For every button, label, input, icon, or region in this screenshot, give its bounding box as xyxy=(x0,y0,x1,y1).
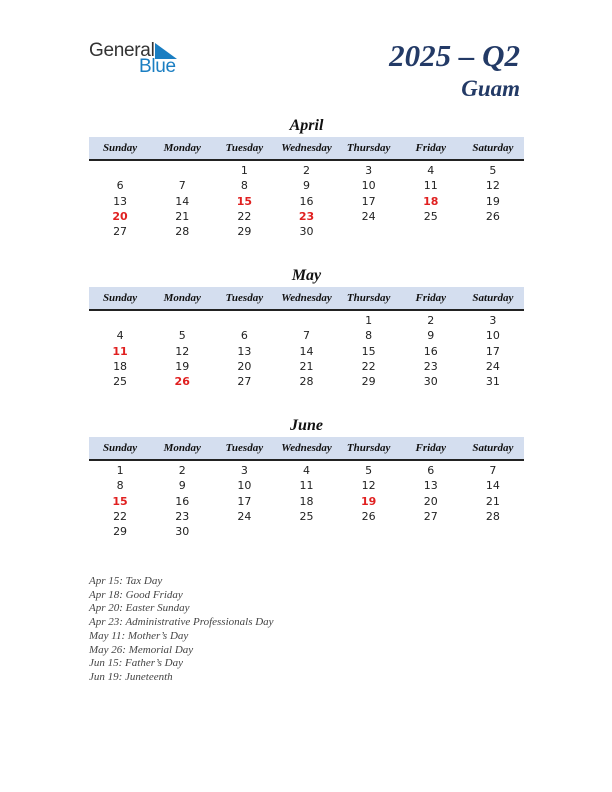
day-cell: 25 xyxy=(423,209,438,223)
day-cell: 11 xyxy=(423,179,438,193)
day-cell: 30 xyxy=(299,225,314,239)
weekday-label: Saturday xyxy=(472,142,514,154)
day-cell: 13 xyxy=(423,479,438,493)
holiday-note: May 26: Memorial Day xyxy=(89,643,194,656)
day-cell: 1 xyxy=(240,164,248,177)
day-cell-holiday: 19 xyxy=(360,494,377,508)
day-cell: 24 xyxy=(237,509,252,523)
weekday-label: Monday xyxy=(163,142,201,154)
day-cell: 3 xyxy=(240,464,248,477)
day-cell: 21 xyxy=(485,494,500,508)
weekday-label: Tuesday xyxy=(225,442,264,454)
day-cell: 4 xyxy=(116,329,124,343)
month-may xyxy=(89,266,524,389)
day-cell: 5 xyxy=(365,464,373,477)
day-cell: 3 xyxy=(489,314,497,327)
holiday-note: Apr 18: Good Friday xyxy=(89,588,183,601)
day-cell: 14 xyxy=(175,194,190,208)
day-cell-empty xyxy=(89,163,151,178)
weekday-header xyxy=(89,137,524,161)
day-cell: 7 xyxy=(302,329,310,343)
day-cell: 26 xyxy=(485,209,500,223)
day-cell: 14 xyxy=(299,344,314,358)
day-cell: 26 xyxy=(361,509,376,523)
day-cell: 25 xyxy=(113,375,128,389)
day-cell: 24 xyxy=(485,359,500,373)
weekday-label: Thursday xyxy=(346,292,391,304)
day-cell: 3 xyxy=(365,164,373,177)
day-cell: 16 xyxy=(423,344,438,358)
day-cell: 5 xyxy=(489,164,497,177)
day-cell: 9 xyxy=(302,179,310,193)
day-cell: 21 xyxy=(175,209,190,223)
day-cell: 14 xyxy=(485,479,500,493)
month-title: April xyxy=(289,117,324,134)
day-cell: 27 xyxy=(113,225,128,239)
weekday-label: Friday xyxy=(415,142,447,154)
weekday-label: Saturday xyxy=(472,292,514,304)
day-cell: 28 xyxy=(299,375,314,389)
weekday-label: Friday xyxy=(415,292,447,304)
page-title: 2025 – Q2 xyxy=(389,38,520,73)
day-cell: 16 xyxy=(175,494,190,508)
day-cell: 6 xyxy=(240,329,248,343)
logo-text-blue: Blue xyxy=(139,56,176,77)
holiday-note: May 11: Mother’s Day xyxy=(89,629,189,642)
weekday-label: Wednesday xyxy=(281,442,332,454)
holiday-note: Jun 15: Father’s Day xyxy=(89,657,183,670)
day-cell: 4 xyxy=(427,164,435,177)
day-cell: 4 xyxy=(302,464,310,477)
day-cell: 8 xyxy=(240,179,248,193)
day-cell: 1 xyxy=(365,314,373,327)
day-cell: 25 xyxy=(299,509,314,523)
day-cell: 31 xyxy=(485,375,500,389)
day-cell-holiday: 15 xyxy=(112,494,128,508)
page-subtitle: Guam xyxy=(461,76,520,101)
day-cell-holiday: 23 xyxy=(298,209,315,223)
day-cell: 17 xyxy=(485,344,500,358)
day-grid xyxy=(89,161,524,239)
day-cell: 2 xyxy=(302,164,310,177)
weekday-label: Tuesday xyxy=(225,292,264,304)
day-cell-holiday: 20 xyxy=(112,209,128,223)
day-cell: 19 xyxy=(485,194,500,208)
day-cell: 17 xyxy=(237,494,252,508)
day-cell: 11 xyxy=(299,479,314,493)
month-june xyxy=(89,416,524,539)
day-cell-holiday: 18 xyxy=(423,194,439,208)
day-cell: 24 xyxy=(361,209,376,223)
day-cell-holiday: 11 xyxy=(112,344,128,358)
holiday-note: Jun 19: Juneteenth xyxy=(89,670,173,683)
weekday-label: Thursday xyxy=(346,442,391,454)
month-title: May xyxy=(291,267,322,284)
day-cell: 21 xyxy=(299,359,314,373)
day-cell: 28 xyxy=(485,509,500,523)
day-cell: 10 xyxy=(237,479,252,493)
weekday-header xyxy=(89,287,524,311)
weekday-label: Wednesday xyxy=(281,142,332,154)
day-cell: 23 xyxy=(175,509,190,523)
day-cell: 22 xyxy=(113,509,128,523)
day-cell: 12 xyxy=(485,179,500,193)
day-cell: 20 xyxy=(237,359,252,373)
day-cell: 29 xyxy=(237,225,252,239)
day-cell: 29 xyxy=(361,375,376,389)
day-cell: 10 xyxy=(361,179,376,193)
holiday-notes xyxy=(89,575,274,685)
weekday-label: Friday xyxy=(415,442,447,454)
day-cell: 6 xyxy=(427,464,435,477)
day-grid xyxy=(89,461,524,539)
day-cell: 5 xyxy=(178,329,186,343)
day-cell-empty xyxy=(151,163,213,178)
day-cell: 13 xyxy=(113,194,128,208)
day-cell: 18 xyxy=(113,359,128,373)
weekday-label: Tuesday xyxy=(225,142,264,154)
logo-text-general: General xyxy=(89,40,155,61)
month-title: June xyxy=(290,417,323,434)
day-cell-empty xyxy=(275,313,337,328)
day-cell: 30 xyxy=(423,375,438,389)
day-grid xyxy=(89,311,524,389)
day-cell: 13 xyxy=(237,344,252,358)
day-cell: 27 xyxy=(423,509,438,523)
day-cell-empty xyxy=(151,313,213,328)
day-cell: 27 xyxy=(237,375,252,389)
day-cell: 7 xyxy=(178,179,186,193)
day-cell: 12 xyxy=(361,479,376,493)
day-cell: 7 xyxy=(489,464,497,477)
weekday-label: Monday xyxy=(163,442,201,454)
day-cell: 8 xyxy=(365,329,373,343)
weekday-label: Monday xyxy=(163,292,201,304)
holiday-note: Apr 15: Tax Day xyxy=(89,575,163,587)
weekday-label: Sunday xyxy=(102,442,138,454)
day-cell: 18 xyxy=(299,494,314,508)
day-cell: 1 xyxy=(116,464,124,477)
day-cell: 28 xyxy=(175,225,190,239)
day-cell: 16 xyxy=(299,194,314,208)
day-cell: 2 xyxy=(427,314,435,327)
day-cell: 29 xyxy=(113,525,128,539)
day-cell-holiday: 15 xyxy=(236,194,252,208)
day-cell: 8 xyxy=(116,479,124,493)
weekday-header xyxy=(89,437,524,461)
day-cell: 9 xyxy=(427,329,435,343)
day-cell: 23 xyxy=(423,359,438,373)
day-cell-holiday: 26 xyxy=(174,375,190,389)
holiday-note: Apr 20: Easter Sunday xyxy=(89,602,190,615)
holiday-note: Apr 23: Administrative Professionals Day xyxy=(89,616,274,629)
day-cell: 15 xyxy=(361,344,376,358)
weekday-label: Saturday xyxy=(472,442,514,454)
day-cell: 19 xyxy=(175,359,190,373)
weekday-label: Thursday xyxy=(346,142,391,154)
day-cell-empty xyxy=(213,313,275,328)
brand-logo xyxy=(89,40,199,80)
weekday-label: Sunday xyxy=(102,142,138,154)
day-cell-empty xyxy=(89,313,151,328)
day-cell: 20 xyxy=(423,494,438,508)
day-cell: 30 xyxy=(175,525,190,539)
month-april xyxy=(89,116,524,239)
weekday-label: Wednesday xyxy=(281,292,332,304)
day-cell: 22 xyxy=(361,359,376,373)
day-cell: 9 xyxy=(178,479,186,493)
day-cell: 6 xyxy=(116,179,124,193)
day-cell: 2 xyxy=(178,464,186,477)
day-cell: 12 xyxy=(175,344,190,358)
day-cell: 10 xyxy=(485,329,500,343)
day-cell: 17 xyxy=(361,194,376,208)
day-cell: 22 xyxy=(237,209,252,223)
weekday-label: Sunday xyxy=(102,292,138,304)
